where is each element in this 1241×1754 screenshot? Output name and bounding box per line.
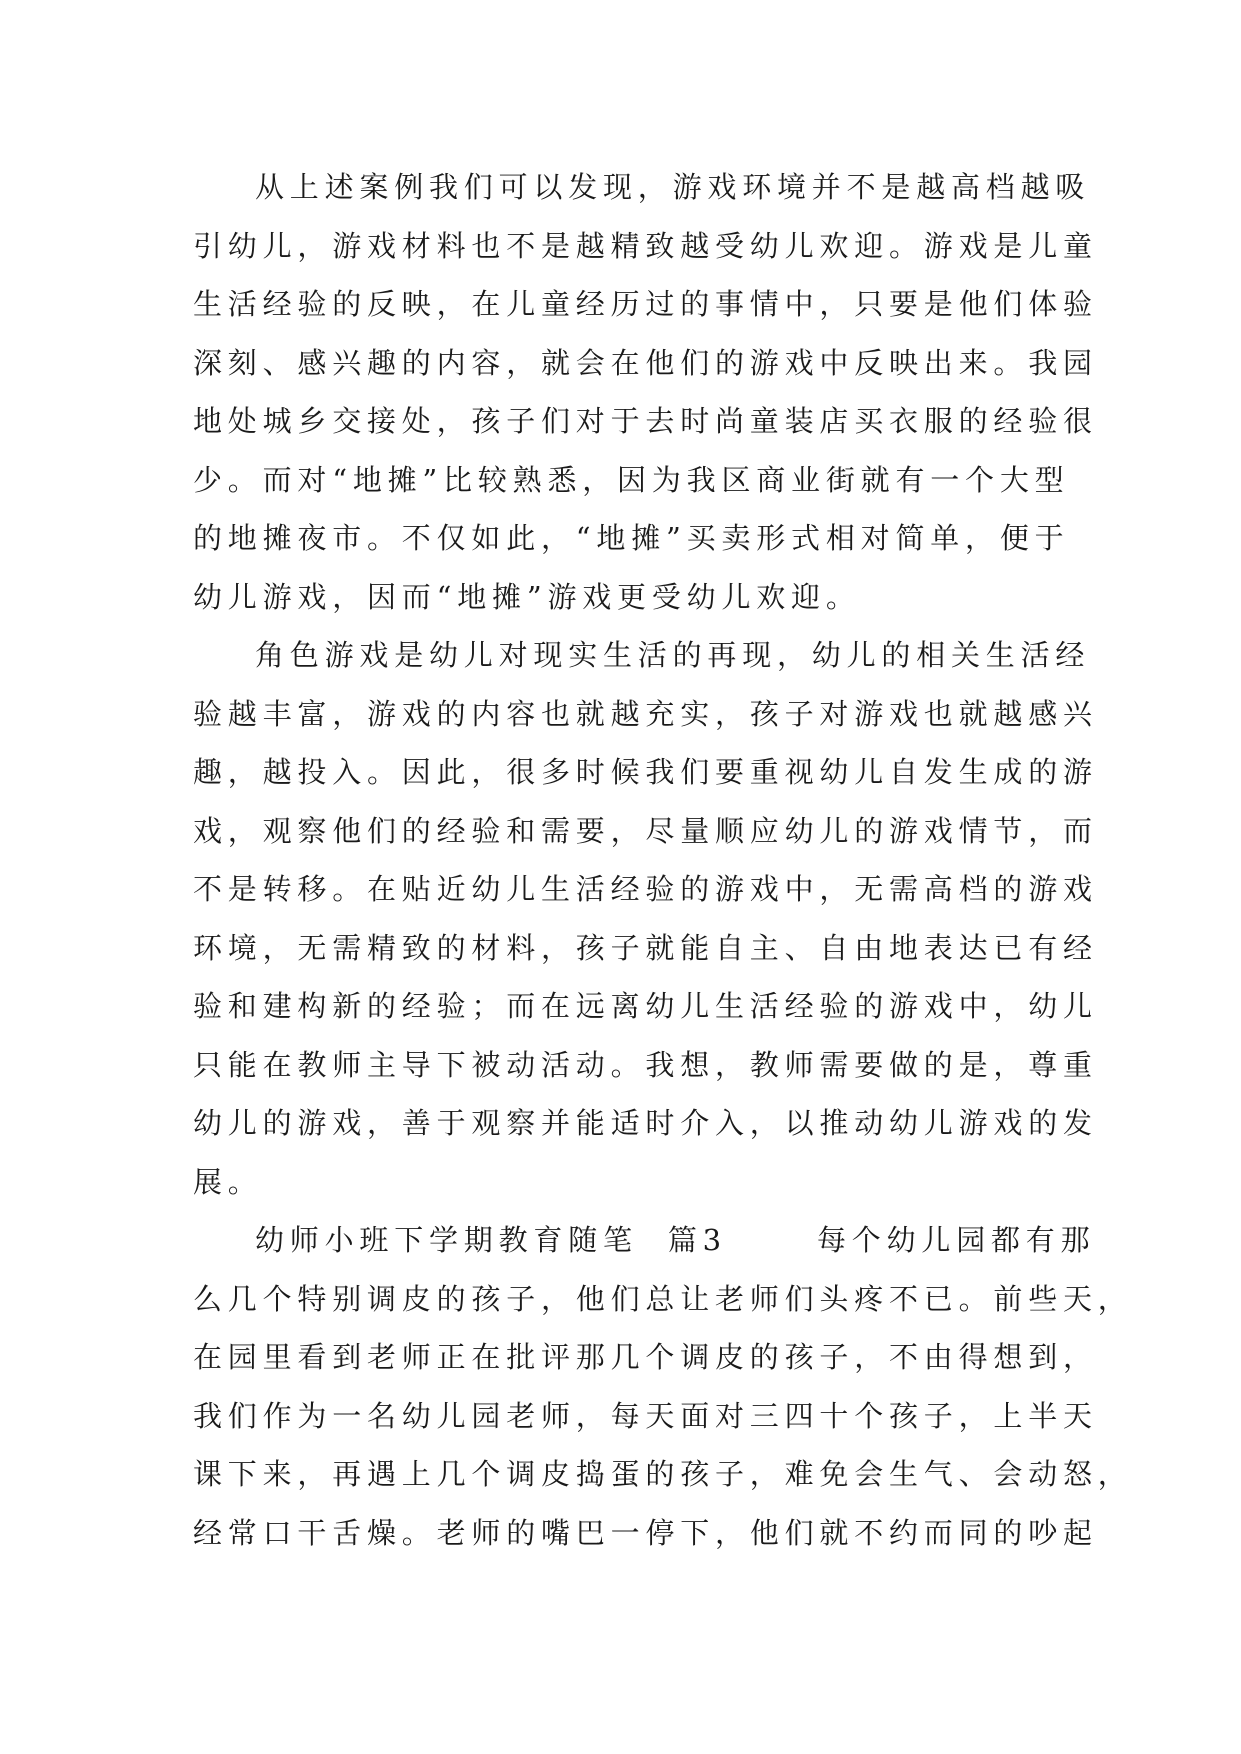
text-line: 生活经验的反映，在儿童经历过的事情中，只要是他们体验 [193, 287, 1098, 321]
text-line: 只能在教师主导下被动活动。我想，教师需要做的是，尊重 [193, 1047, 1098, 1082]
text-line: 我们作为一名幼儿园老师，每天面对三四十个孩子，上半天 [193, 1398, 1098, 1433]
text-line: 少。而对“地摊”比较熟悉，因为我区商业街就有一个大型 [193, 462, 1070, 497]
text-line: 验和建构新的经验；而在远离幼儿生活经验的游戏中，幼儿 [193, 989, 1098, 1023]
text-line: 幼师小班下学期教育随笔 篇3 每个幼儿园都有那 [255, 1223, 1096, 1257]
text-line: 环境，无需精致的材料，孩子就能自主、自由地表达已有经 [193, 930, 1098, 965]
text-line: 幼儿的游戏，善于观察并能适时介入，以推动幼儿游戏的发 [193, 1106, 1098, 1140]
text-line: 不是转移。在贴近幼儿生活经验的游戏中，无需高档的游戏 [193, 872, 1098, 906]
text-line: 的地摊夜市。不仅如此，“地摊”买卖形式相对简单，便于 [193, 521, 1070, 555]
text-line: 地处城乡交接处，孩子们对于去时尚童装店买衣服的经验很 [193, 404, 1098, 438]
text-line: 验越丰富，游戏的内容也就越充实，孩子对游戏也就越感兴 [193, 696, 1098, 731]
text-line: 经常口干舌燥。老师的嘴巴一停下，他们就不约而同的吵起 [193, 1515, 1098, 1550]
body-text [193, 158, 1133, 1562]
text-line: 角色游戏是幼儿对现实生活的再现，幼儿的相关生活经 [255, 638, 1091, 672]
text-line: 从上述案例我们可以发现，游戏环境并不是越高档越吸 [255, 170, 1091, 204]
text-line: 展。 [193, 1164, 263, 1199]
text-line: 课下来，再遇上几个调皮捣蛋的孩子，难免会生气、会动怒， [193, 1457, 1133, 1491]
text-line: 么几个特别调皮的孩子，他们总让老师们头疼不已。前些天， [193, 1281, 1133, 1316]
text-line: 幼儿游戏，因而“地摊”游戏更受幼儿欢迎。 [193, 579, 861, 614]
text-line: 戏，观察他们的经验和需要，尽量顺应幼儿的游戏情节，而 [193, 813, 1098, 848]
text-line: 在园里看到老师正在批评那几个调皮的孩子，不由得想到， [193, 1340, 1098, 1374]
text-line: 深刻、感兴趣的内容，就会在他们的游戏中反映出来。我园 [193, 345, 1098, 380]
text-line: 引幼儿，游戏材料也不是越精致越受幼儿欢迎。游戏是儿童 [193, 228, 1098, 263]
text-line: 趣，越投入。因此，很多时候我们要重视幼儿自发生成的游 [193, 755, 1098, 789]
